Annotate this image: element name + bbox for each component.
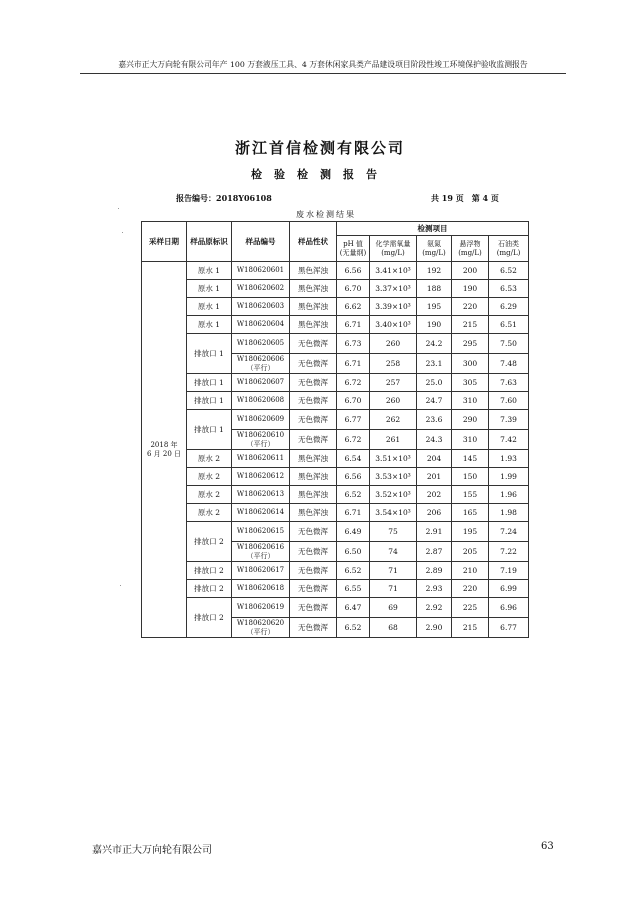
sampling-date-day: 6 月 20 日 — [146, 449, 182, 458]
cell-oil: 1.98 — [489, 504, 529, 522]
table-row — [142, 410, 529, 430]
cell-sample-id — [232, 522, 290, 542]
cell-site: 原水 2 — [187, 468, 232, 486]
cell-nh3: 188 — [417, 280, 452, 298]
sample-id-text: W180620608 — [236, 396, 285, 404]
header-oil-unit: (mg/L) — [496, 248, 521, 257]
cell-cod: 68 — [370, 618, 417, 638]
cell-cod: 3.52×10³ — [370, 486, 417, 504]
cell-ss: 215 — [452, 618, 489, 638]
cell-nh3: 2.87 — [417, 542, 452, 562]
cell-site: 排放口 2 — [187, 522, 232, 562]
cell-nh3: 23.6 — [417, 410, 452, 430]
cell-oil: 6.52 — [489, 262, 529, 280]
cell-nature: 无色微浑 — [290, 562, 337, 580]
scan-speck — [118, 208, 119, 209]
sample-id-text: W180620619 — [236, 603, 285, 611]
cell-cod: 257 — [370, 374, 417, 392]
cell-sample-id — [232, 334, 290, 354]
cell-nature: 黑色浑浊 — [290, 486, 337, 504]
cell-site: 排放口 2 — [187, 562, 232, 580]
sample-id-text: W180620617 — [236, 566, 285, 574]
cell-cod: 75 — [370, 522, 417, 542]
header-cod — [370, 236, 417, 262]
cell-sample-id — [232, 410, 290, 430]
cell-oil: 7.63 — [489, 374, 529, 392]
cell-nature: 黑色浑浊 — [290, 298, 337, 316]
page-info: 共 19 页 第 4 页 — [431, 193, 499, 203]
cell-site: 原水 2 — [187, 504, 232, 522]
cell-cod: 3.39×10³ — [370, 298, 417, 316]
cell-nh3: 201 — [417, 468, 452, 486]
cell-site: 排放口 2 — [187, 580, 232, 598]
sample-id-text: W180620613 — [236, 490, 285, 498]
cell-ss: 225 — [452, 598, 489, 618]
cell-nh3: 2.90 — [417, 618, 452, 638]
sample-id-text: W180620616 — [236, 542, 285, 551]
sample-id-text: W180620602 — [236, 284, 285, 292]
cell-nh3: 24.7 — [417, 392, 452, 410]
cell-oil: 6.77 — [489, 618, 529, 638]
header-oil — [489, 236, 529, 262]
cell-sample-id — [232, 562, 290, 580]
cell-cod: 71 — [370, 562, 417, 580]
cell-site: 排放口 1 — [187, 410, 232, 450]
cell-sample-id — [232, 450, 290, 468]
header-cod-label: 化学需氧量 — [375, 239, 411, 248]
cell-oil: 7.42 — [489, 430, 529, 450]
table-row — [142, 280, 529, 298]
cell-site: 原水 1 — [187, 262, 232, 280]
cell-site: 原水 1 — [187, 298, 232, 316]
cell-sample-id — [232, 468, 290, 486]
cell-nature: 无色微浑 — [290, 580, 337, 598]
header-ss-label: 悬浮物 — [459, 239, 481, 248]
cell-ph: 6.71 — [337, 354, 370, 374]
cell-cod: 3.54×10³ — [370, 504, 417, 522]
cell-nature: 黑色浑浊 — [290, 468, 337, 486]
header-divider — [80, 73, 566, 74]
cell-cod: 74 — [370, 542, 417, 562]
cell-ss: 155 — [452, 486, 489, 504]
cell-nh3: 2.93 — [417, 580, 452, 598]
table-row — [142, 468, 529, 486]
sample-id-text: W180620603 — [236, 302, 285, 310]
table-row — [142, 374, 529, 392]
header-items: 检测项目 — [337, 222, 529, 236]
cell-nh3: 25.0 — [417, 374, 452, 392]
footer-company: 嘉兴市正大万向轮有限公司 — [92, 845, 212, 856]
header-site: 样品原标识 — [187, 222, 232, 262]
cell-nh3: 190 — [417, 316, 452, 334]
cell-nh3: 192 — [417, 262, 452, 280]
cell-site: 原水 1 — [187, 280, 232, 298]
cell-oil: 1.96 — [489, 486, 529, 504]
cell-sample-id — [232, 542, 290, 562]
header-ph-label: pH 值 — [343, 239, 363, 248]
cell-ss: 295 — [452, 334, 489, 354]
table-row — [142, 316, 529, 334]
cell-nature: 无色微浑 — [290, 542, 337, 562]
header-id: 样品编号 — [232, 222, 290, 262]
cell-oil: 7.22 — [489, 542, 529, 562]
sample-id-text: W180620605 — [236, 339, 285, 347]
header-nature: 样品性状 — [290, 222, 337, 262]
cell-nh3: 23.1 — [417, 354, 452, 374]
cell-ph: 6.56 — [337, 262, 370, 280]
cell-ss: 310 — [452, 430, 489, 450]
cell-sample-id — [232, 354, 290, 374]
cell-cod: 261 — [370, 430, 417, 450]
sample-id-text: W180620615 — [236, 527, 285, 535]
cell-oil: 6.51 — [489, 316, 529, 334]
cell-site: 原水 2 — [187, 450, 232, 468]
header-ph-unit: (无量纲) — [339, 248, 367, 257]
cell-nature: 无色微浑 — [290, 598, 337, 618]
cell-ss: 300 — [452, 354, 489, 374]
cell-ss: 215 — [452, 316, 489, 334]
sampling-date-cell — [142, 262, 187, 638]
cell-sample-id — [232, 580, 290, 598]
cell-ss: 195 — [452, 522, 489, 542]
cell-nh3: 24.3 — [417, 430, 452, 450]
cell-oil: 6.29 — [489, 298, 529, 316]
cell-sample-id — [232, 618, 290, 638]
cell-ph: 6.70 — [337, 280, 370, 298]
cell-ss: 290 — [452, 410, 489, 430]
cell-nh3: 202 — [417, 486, 452, 504]
cell-cod: 69 — [370, 598, 417, 618]
cell-cod: 3.37×10³ — [370, 280, 417, 298]
cell-nh3: 2.92 — [417, 598, 452, 618]
cell-ph: 6.55 — [337, 580, 370, 598]
cell-ph: 6.52 — [337, 562, 370, 580]
cell-ph: 6.77 — [337, 410, 370, 430]
cell-nature: 黑色浑浊 — [290, 504, 337, 522]
cell-ph: 6.73 — [337, 334, 370, 354]
cell-nh3: 206 — [417, 504, 452, 522]
cell-site: 排放口 2 — [187, 598, 232, 638]
scan-speck — [120, 585, 121, 586]
cell-oil: 7.24 — [489, 522, 529, 542]
cell-cod: 3.53×10³ — [370, 468, 417, 486]
cell-oil: 7.48 — [489, 354, 529, 374]
cell-ss: 200 — [452, 262, 489, 280]
cell-nature: 无色微浑 — [290, 522, 337, 542]
cell-nature: 黑色浑浊 — [290, 280, 337, 298]
wastewater-results-table — [141, 221, 529, 638]
sample-id-text: W180620610 — [236, 430, 285, 439]
table-row — [142, 562, 529, 580]
table-row — [142, 522, 529, 542]
sample-id-text: W180620620 — [236, 618, 285, 627]
cell-nature: 无色微浑 — [290, 618, 337, 638]
cell-cod: 258 — [370, 354, 417, 374]
cell-ss: 310 — [452, 392, 489, 410]
cell-ph: 6.49 — [337, 522, 370, 542]
cell-cod: 3.51×10³ — [370, 450, 417, 468]
header-ss-unit: (mg/L) — [458, 248, 482, 257]
cell-nh3: 2.91 — [417, 522, 452, 542]
running-header: 嘉兴市正大万向轮有限公司年产 100 万套液压工具、4 万套休闲家具类产品建设项目阶段性竣工环境保护验收监测报告 — [118, 60, 528, 69]
cell-ph: 6.70 — [337, 392, 370, 410]
sample-id-text: W180620601 — [236, 266, 285, 274]
cell-oil: 7.60 — [489, 392, 529, 410]
cell-oil: 6.53 — [489, 280, 529, 298]
cell-cod: 3.41×10³ — [370, 262, 417, 280]
sample-id-note: （平行） — [246, 363, 275, 372]
header-date: 采样日期 — [142, 222, 187, 262]
cell-sample-id — [232, 486, 290, 504]
cell-ss: 165 — [452, 504, 489, 522]
cell-ph: 6.71 — [337, 316, 370, 334]
cell-sample-id — [232, 504, 290, 522]
cell-ph: 6.72 — [337, 374, 370, 392]
cell-oil: 7.19 — [489, 562, 529, 580]
cell-ss: 145 — [452, 450, 489, 468]
company-name: 浙江首信检测有限公司 — [234, 139, 405, 157]
header-oil-label: 石油类 — [498, 239, 520, 248]
cell-ph: 6.62 — [337, 298, 370, 316]
cell-ph: 6.54 — [337, 450, 370, 468]
cell-nature: 无色微浑 — [290, 430, 337, 450]
table-row — [142, 504, 529, 522]
report-number: 报告编号：2018Y06108 — [176, 193, 272, 203]
cell-ph: 6.47 — [337, 598, 370, 618]
table-row — [142, 262, 529, 280]
sample-id-text: W180620614 — [236, 508, 285, 516]
cell-ss: 220 — [452, 580, 489, 598]
cell-nature: 黑色浑浊 — [290, 450, 337, 468]
cell-site: 原水 1 — [187, 316, 232, 334]
sample-id-note: （平行） — [246, 627, 275, 636]
page-number: 63 — [541, 841, 554, 852]
cell-nature: 黑色浑浊 — [290, 316, 337, 334]
header-ss — [452, 236, 489, 262]
header-nh3-unit: (mg/L) — [422, 248, 446, 257]
cell-sample-id — [232, 316, 290, 334]
cell-ss: 220 — [452, 298, 489, 316]
table-row — [142, 598, 529, 618]
cell-sample-id — [232, 598, 290, 618]
sample-id-text: W180620618 — [236, 584, 285, 592]
cell-sample-id — [232, 298, 290, 316]
report-title: 检验检测报告 — [251, 168, 389, 181]
table-row — [142, 580, 529, 598]
sample-id-note: （平行） — [246, 551, 275, 560]
cell-cod: 260 — [370, 392, 417, 410]
cell-ss: 205 — [452, 542, 489, 562]
cell-sample-id — [232, 392, 290, 410]
sample-id-text: W180620607 — [236, 378, 285, 386]
table-row — [142, 486, 529, 504]
cell-nh3: 204 — [417, 450, 452, 468]
sample-id-text: W180620606 — [236, 354, 285, 363]
cell-cod: 260 — [370, 334, 417, 354]
cell-sample-id — [232, 430, 290, 450]
header-cod-unit: (mg/L) — [381, 248, 405, 257]
cell-oil: 6.99 — [489, 580, 529, 598]
header-nh3 — [417, 236, 452, 262]
cell-oil: 7.39 — [489, 410, 529, 430]
cell-ph: 6.52 — [337, 486, 370, 504]
cell-cod: 3.40×10³ — [370, 316, 417, 334]
cell-nature: 无色微浑 — [290, 374, 337, 392]
cell-nature: 无色微浑 — [290, 410, 337, 430]
cell-ph: 6.52 — [337, 618, 370, 638]
cell-nature: 黑色浑浊 — [290, 262, 337, 280]
cell-ph: 6.72 — [337, 430, 370, 450]
cell-site: 原水 2 — [187, 486, 232, 504]
table-row — [142, 392, 529, 410]
scan-speck — [122, 232, 123, 233]
cell-sample-id — [232, 374, 290, 392]
sample-id-text: W180620609 — [236, 415, 285, 423]
header-nh3-label: 氨氮 — [427, 239, 441, 248]
cell-ss: 190 — [452, 280, 489, 298]
sample-id-note: （平行） — [246, 439, 275, 448]
cell-site: 排放口 1 — [187, 334, 232, 374]
cell-sample-id — [232, 280, 290, 298]
header-ph — [337, 236, 370, 262]
table-row — [142, 334, 529, 354]
cell-ph: 6.50 — [337, 542, 370, 562]
cell-site: 排放口 1 — [187, 374, 232, 392]
cell-nh3: 24.2 — [417, 334, 452, 354]
cell-oil: 6.96 — [489, 598, 529, 618]
cell-oil: 7.50 — [489, 334, 529, 354]
cell-ss: 210 — [452, 562, 489, 580]
cell-nh3: 2.89 — [417, 562, 452, 580]
cell-ph: 6.71 — [337, 504, 370, 522]
table-row — [142, 450, 529, 468]
sample-id-text: W180620611 — [236, 454, 285, 462]
cell-oil: 1.93 — [489, 450, 529, 468]
cell-nh3: 195 — [417, 298, 452, 316]
cell-ph: 6.56 — [337, 468, 370, 486]
cell-ss: 305 — [452, 374, 489, 392]
sampling-date-year: 2018 年 — [150, 440, 178, 449]
table-caption: 废水检测结果 — [296, 210, 356, 219]
cell-nature: 无色微浑 — [290, 354, 337, 374]
cell-cod: 262 — [370, 410, 417, 430]
cell-nature: 无色微浑 — [290, 334, 337, 354]
cell-sample-id — [232, 262, 290, 280]
sample-id-text: W180620612 — [236, 472, 285, 480]
table-row — [142, 298, 529, 316]
sample-id-text: W180620604 — [236, 320, 285, 328]
cell-cod: 71 — [370, 580, 417, 598]
cell-oil: 1.99 — [489, 468, 529, 486]
cell-ss: 150 — [452, 468, 489, 486]
cell-site: 排放口 1 — [187, 392, 232, 410]
cell-nature: 无色微浑 — [290, 392, 337, 410]
